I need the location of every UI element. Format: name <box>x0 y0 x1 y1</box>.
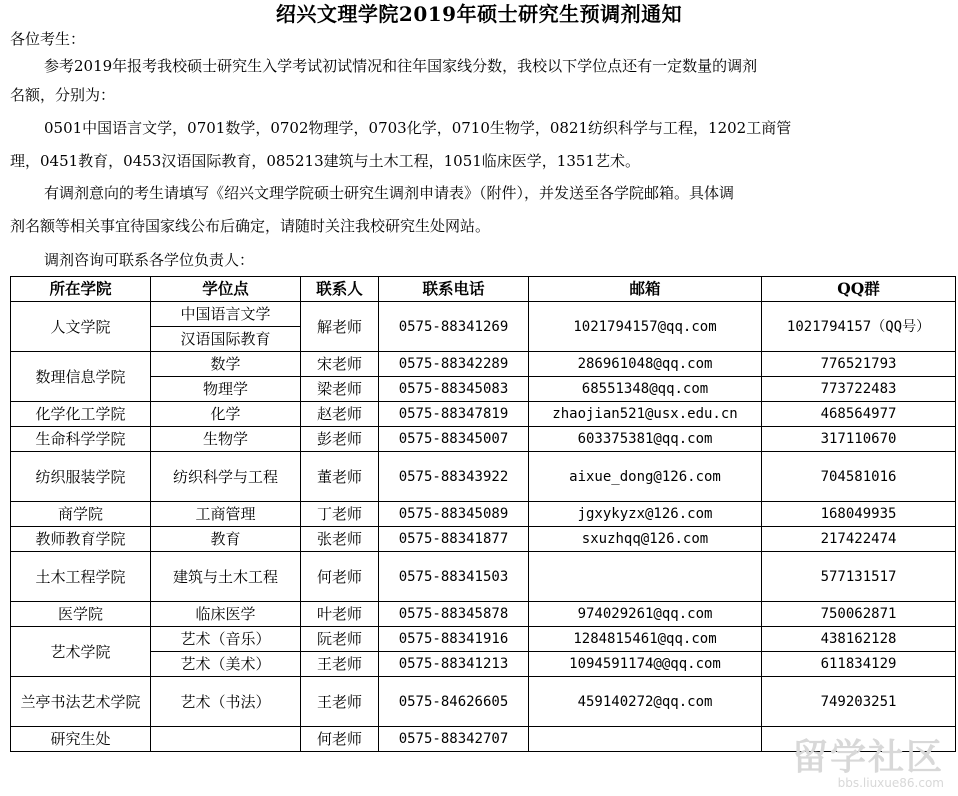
cell-phone: 0575-88341877 <box>379 527 529 552</box>
cell-degree: 化学 <box>151 402 301 427</box>
cell-contact: 何老师 <box>301 727 379 752</box>
table-header-row <box>11 277 956 302</box>
cell-phone: 0575-84626605 <box>379 677 529 727</box>
cell-email: 459140272@qq.com <box>529 677 762 727</box>
cell-degree: 艺术（音乐） <box>151 627 301 652</box>
cell-email: 1284815461@qq.com <box>529 627 762 652</box>
cell-qq: 750062871 <box>762 602 956 627</box>
watermark-logo: 留学社区 <box>791 737 944 778</box>
cell-college: 土木工程学院 <box>11 552 151 602</box>
cell-contact: 张老师 <box>301 527 379 552</box>
cell-email: 286961048@qq.com <box>529 352 762 377</box>
cell-contact: 宋老师 <box>301 352 379 377</box>
paragraph-4: 调剂咨询可联系各学位负责人： <box>44 251 255 269</box>
cell-email: 603375381@qq.com <box>529 427 762 452</box>
table-row <box>11 502 956 527</box>
cell-contact: 解老师 <box>301 302 379 352</box>
cell-contact: 董老师 <box>301 452 379 502</box>
paragraph-1-line-2: 名额，分别为： <box>10 86 116 104</box>
cell-phone: 0575-88341213 <box>379 652 529 677</box>
table-row <box>11 602 956 627</box>
cell-degree: 临床医学 <box>151 602 301 627</box>
paragraph-3-line-2: 剂名额等相关事宜待国家线公布后确定，请随时关注我校研究生处网站。 <box>10 217 491 235</box>
table-row <box>11 677 956 727</box>
cell-qq: 773722483 <box>762 377 956 402</box>
cell-degree: 物理学 <box>151 377 301 402</box>
cell-degree: 教育 <box>151 527 301 552</box>
cell-qq: 749203251 <box>762 677 956 727</box>
cell-degree: 艺术（书法） <box>151 677 301 727</box>
cell-college: 医学院 <box>11 602 151 627</box>
cell-degree <box>151 727 301 752</box>
cell-qq: 776521793 <box>762 352 956 377</box>
table-row <box>11 527 956 552</box>
cell-college: 兰亭书法艺术学院 <box>11 677 151 727</box>
cell-college: 纺织服装学院 <box>11 452 151 502</box>
cell-email: 974029261@qq.com <box>529 602 762 627</box>
cell-email: 68551348@qq.com <box>529 377 762 402</box>
cell-qq: 577131517 <box>762 552 956 602</box>
cell-phone: 0575-88342289 <box>379 352 529 377</box>
watermark-url: bbs.liuxue86.com <box>837 776 944 790</box>
table-row <box>11 302 956 327</box>
table-row <box>11 427 956 452</box>
cell-degree: 工商管理 <box>151 502 301 527</box>
cell-email: sxuzhqq@126.com <box>529 527 762 552</box>
cell-college: 生命科学学院 <box>11 427 151 452</box>
cell-degree: 中国语言文学 <box>151 302 301 327</box>
page-title: 绍兴文理学院2019年硕士研究生预调剂通知 <box>275 2 683 26</box>
greeting: 各位考生： <box>10 30 86 48</box>
cell-email <box>529 552 762 602</box>
table-row <box>11 552 956 602</box>
cell-contact: 王老师 <box>301 677 379 727</box>
cell-college: 商学院 <box>11 502 151 527</box>
cell-qq: 317110670 <box>762 427 956 452</box>
header-college: 所在学院 <box>11 277 151 302</box>
cell-qq: 217422474 <box>762 527 956 552</box>
cell-degree: 纺织科学与工程 <box>151 452 301 502</box>
cell-phone: 0575-88343922 <box>379 452 529 502</box>
cell-contact: 梁老师 <box>301 377 379 402</box>
cell-phone: 0575-88345083 <box>379 377 529 402</box>
cell-contact: 何老师 <box>301 552 379 602</box>
paragraph-1-line-1: 参考2019年报考我校硕士研究生入学考试初试情况和往年国家线分数，我校以下学位点还有一定数量的调剂 <box>44 57 758 75</box>
cell-college: 人文学院 <box>11 302 151 352</box>
cell-phone: 0575-88341269 <box>379 302 529 352</box>
cell-college: 教师教育学院 <box>11 527 151 552</box>
cell-college: 化学化工学院 <box>11 402 151 427</box>
cell-phone: 0575-88347819 <box>379 402 529 427</box>
cell-degree: 艺术（美术） <box>151 652 301 677</box>
cell-contact: 赵老师 <box>301 402 379 427</box>
header-qq: QQ群 <box>762 277 956 302</box>
cell-degree: 建筑与土木工程 <box>151 552 301 602</box>
cell-email: 1021794157@qq.com <box>529 302 762 352</box>
cell-phone: 0575-88342707 <box>379 727 529 752</box>
table-row <box>11 352 956 377</box>
cell-contact: 王老师 <box>301 652 379 677</box>
cell-contact: 彭老师 <box>301 427 379 452</box>
paragraph-3-line-1: 有调剂意向的考生请填写《绍兴文理学院硕士研究生调剂申请表》（附件），并发送至各学院邮箱。具体调 <box>44 184 735 202</box>
cell-phone: 0575-88341503 <box>379 552 529 602</box>
contact-table <box>10 276 956 752</box>
header-email: 邮箱 <box>529 277 762 302</box>
cell-qq: 704581016 <box>762 452 956 502</box>
cell-email: jgxykyzx@126.com <box>529 502 762 527</box>
cell-email: 1094591174@@qq.com <box>529 652 762 677</box>
cell-phone: 0575-88345089 <box>379 502 529 527</box>
cell-email <box>529 727 762 752</box>
cell-contact: 阮老师 <box>301 627 379 652</box>
cell-phone: 0575-88341916 <box>379 627 529 652</box>
header-degree: 学位点 <box>151 277 301 302</box>
cell-qq: 468564977 <box>762 402 956 427</box>
cell-degree: 生物学 <box>151 427 301 452</box>
cell-qq: 611834129 <box>762 652 956 677</box>
paragraph-2-line-2: 理，0451教育，0453汉语国际教育，085213建筑与土木工程，1051临床医学，1351艺术。 <box>10 152 640 170</box>
cell-college: 数理信息学院 <box>11 352 151 402</box>
cell-phone: 0575-88345007 <box>379 427 529 452</box>
cell-college: 艺术学院 <box>11 627 151 677</box>
table-row <box>11 402 956 427</box>
header-contact: 联系人 <box>301 277 379 302</box>
paragraph-2-line-1: 0501中国语言文学，0701数学，0702物理学，0703化学，0710生物学，0821纺织科学与工程，1202工商管 <box>44 119 792 137</box>
cell-email: aixue_dong@126.com <box>529 452 762 502</box>
cell-contact: 叶老师 <box>301 602 379 627</box>
table-row <box>11 652 956 677</box>
cell-qq: 168049935 <box>762 502 956 527</box>
cell-college: 研究生处 <box>11 727 151 752</box>
table-row <box>11 627 956 652</box>
table-row <box>11 377 956 402</box>
cell-phone: 0575-88345878 <box>379 602 529 627</box>
cell-email: zhaojian521@usx.edu.cn <box>529 402 762 427</box>
cell-qq: 1021794157（QQ号） <box>762 302 956 352</box>
watermark <box>791 737 944 790</box>
table-row <box>11 452 956 502</box>
cell-qq: 438162128 <box>762 627 956 652</box>
cell-degree: 数学 <box>151 352 301 377</box>
cell-degree: 汉语国际教育 <box>151 327 301 352</box>
cell-contact: 丁老师 <box>301 502 379 527</box>
header-phone: 联系电话 <box>379 277 529 302</box>
